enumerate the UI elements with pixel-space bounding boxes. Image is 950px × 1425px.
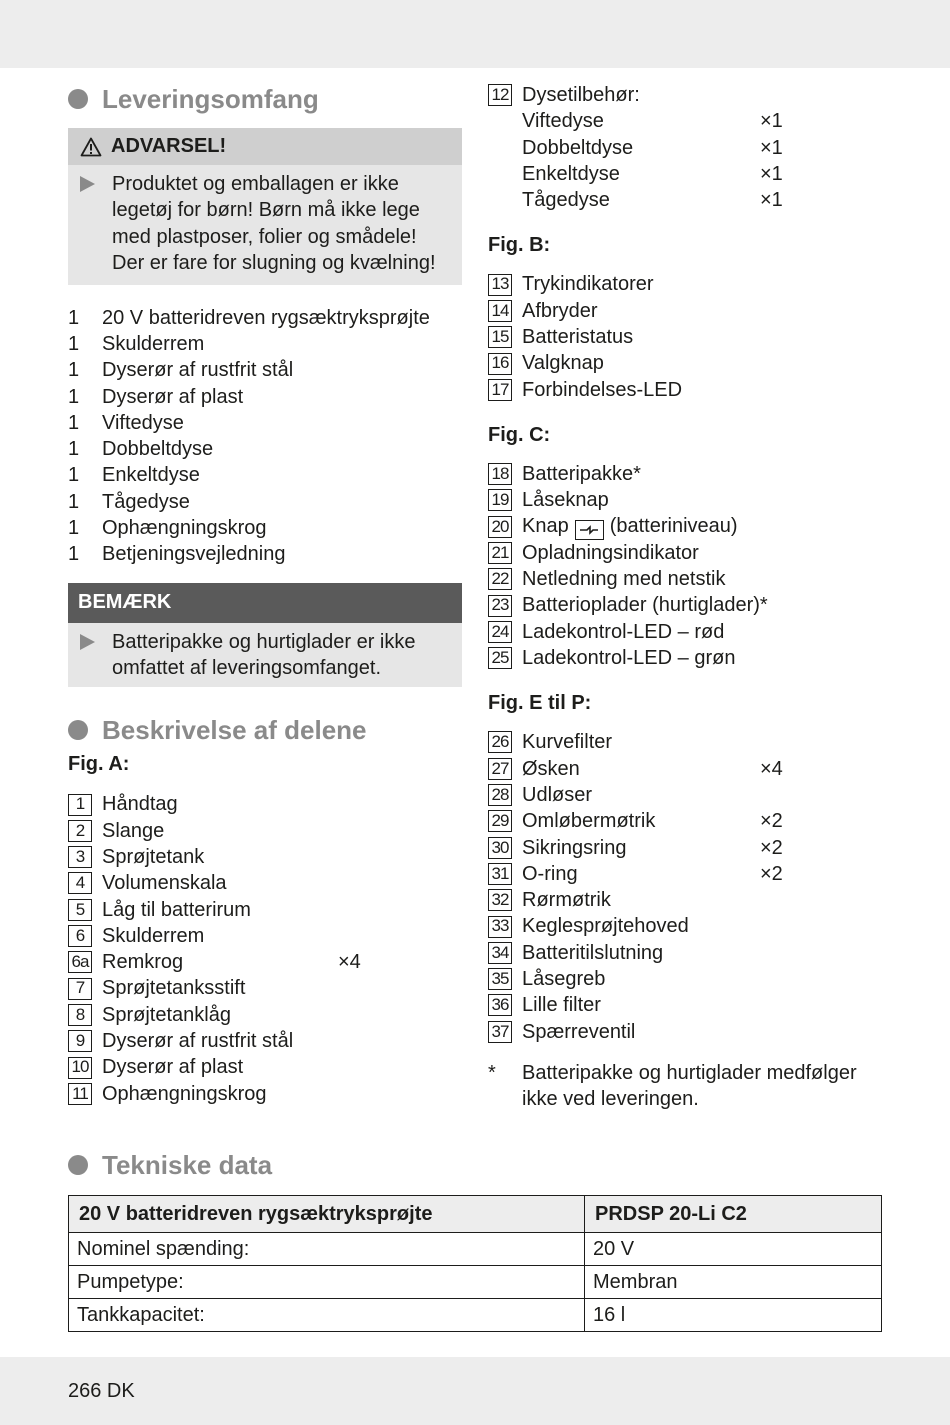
table-cell: 20 V (585, 1233, 882, 1266)
part-number-badge: 37 (488, 1021, 512, 1043)
part-name: Slange (102, 819, 165, 842)
table-cell: Membran (585, 1266, 882, 1299)
nozzle-quantity: ×1 (760, 189, 783, 212)
list-item (522, 108, 888, 134)
list-item (68, 305, 462, 331)
part-number-badge: 15 (488, 326, 512, 348)
part-number-badge: 35 (488, 968, 512, 990)
note-text: Batteripakke og hurtiglader er ikke omfattet af leveringsomfanget. (112, 630, 416, 679)
list-item (488, 729, 888, 755)
list-item (68, 923, 462, 949)
list-item (68, 489, 462, 515)
footnote (488, 1060, 888, 1113)
part-number-badge: 6 (68, 925, 92, 947)
list-item (488, 782, 888, 808)
fig-e-label: Fig. E til P: (488, 692, 592, 715)
bullet-triangle-icon (80, 634, 95, 650)
nozzle-list (488, 108, 888, 213)
item-quantity: 1 (68, 332, 80, 355)
item-quantity: 1 (68, 543, 80, 566)
fig-b-label: Fig. B: (488, 234, 551, 257)
table-cell: Tankkapacitet: (69, 1299, 585, 1332)
part-number-badge: 30 (488, 837, 512, 859)
item-quantity: 1 (68, 464, 80, 487)
item-quantity: 1 (68, 306, 80, 329)
list-item (68, 1002, 462, 1028)
list-item (68, 870, 462, 896)
table-header-row (69, 1196, 882, 1233)
part-name: Låsegreb (522, 968, 606, 991)
list-item (68, 331, 462, 357)
part-number-badge: 12 (488, 84, 512, 106)
part-number-badge: 28 (488, 784, 512, 806)
part-number-badge: 36 (488, 994, 512, 1016)
part-quantity: ×4 (338, 951, 361, 974)
warning-header (68, 128, 462, 165)
part-number-badge: 3 (68, 846, 92, 868)
note-body (68, 623, 462, 688)
item-name: Betjeningsvejledning (102, 543, 286, 566)
part-name: Sprøjtetank (102, 846, 205, 868)
section-heading-tech (68, 1148, 272, 1182)
table-cell: Nominel spænding: (69, 1233, 585, 1266)
list-item (488, 913, 888, 939)
part-name: Ophængningskrog (102, 1082, 267, 1105)
item-name: Ophængningskrog (102, 517, 267, 539)
part-name: Dyserør af plast (102, 1056, 244, 1079)
page-number: 266 DK (68, 1380, 135, 1402)
part-name: Spærreventil (522, 1020, 636, 1043)
delivery-list (68, 305, 462, 568)
fig-a-label: Fig. A: (68, 753, 130, 776)
heading-text: Beskrivelse af delene (102, 714, 367, 745)
part-name: Sprøjtetanklåg (102, 1003, 231, 1026)
part-name: Batteritilslutning (522, 941, 664, 964)
part-name: Sprøjtetanksstift (102, 977, 246, 1000)
part-name: Volumenskala (102, 872, 227, 895)
heading-text: Leveringsomfang (102, 83, 319, 114)
part-number-badge: 1 (68, 794, 92, 816)
note-header: BEMÆRK (68, 583, 462, 623)
part-name: Trykindikatorer (522, 273, 654, 296)
part-number-badge: 27 (488, 758, 512, 780)
table-header-cell: 20 V batteridreven rygsæktryksprøjte (69, 1196, 585, 1233)
part-number-badge: 13 (488, 274, 512, 296)
part-name: Afbryder (522, 299, 598, 322)
heading-bullet-icon (68, 1155, 88, 1175)
heading-bullet-icon (68, 720, 88, 740)
item-quantity: 1 (68, 517, 80, 539)
tech-data-table (68, 1195, 882, 1332)
list-item (488, 271, 888, 297)
part-number-badge: 33 (488, 916, 512, 938)
item-name: Tågedyse (102, 490, 190, 513)
part-name: Dysetilbehør: (522, 84, 640, 106)
list-item (488, 645, 888, 671)
fig-c-label: Fig. C: (488, 423, 551, 446)
nozzle-name: Tågedyse (522, 189, 610, 212)
item-name: Viftedyse (102, 411, 184, 434)
list-item (488, 756, 888, 782)
part-number-badge: 23 (488, 595, 512, 617)
warning-body (68, 165, 462, 285)
part-number-badge: 19 (488, 489, 512, 511)
item-name: Enkeltdyse (102, 464, 200, 487)
warning-triangle-icon (80, 137, 102, 157)
part-name: Sikringsring (522, 836, 627, 859)
part-number-badge: 32 (488, 889, 512, 911)
list-item (488, 592, 888, 618)
list-item (68, 791, 462, 817)
part-name: Ladekontrol-LED – grøn (522, 647, 736, 670)
list-item (488, 887, 888, 913)
part-number-badge: 8 (68, 1004, 92, 1026)
list-item (68, 541, 462, 567)
table-cell: Pumpetype: (69, 1266, 585, 1299)
table-row (69, 1266, 882, 1299)
list-item (68, 357, 462, 383)
warning-text: Produktet og emballagen er ikke legetøj for børn! Børn må ikke lege med plastposer, folier og smådele! Der er fare for slugning og kvælning! (112, 173, 436, 275)
list-item (68, 844, 462, 870)
part-name: Omløbermøtrik (522, 810, 656, 833)
item-name: Dobbeltdyse (102, 438, 214, 461)
right-column (488, 82, 888, 1113)
fig-b-parts-list (488, 271, 888, 402)
part-name: Dyserør af rustfrit stål (102, 1030, 294, 1053)
part-number-badge: 21 (488, 542, 512, 564)
item-name: Skulderrem (102, 332, 205, 355)
item-quantity: 1 (68, 438, 80, 461)
warning-box (68, 128, 462, 285)
list-item (488, 1019, 888, 1045)
list-item (488, 619, 888, 645)
nozzle-name: Dobbeltdyse (522, 136, 634, 159)
top-band (0, 0, 950, 68)
list-item (488, 966, 888, 992)
part-12-list (488, 82, 888, 108)
footnote-text: Batteripakke og hurtiglader medfølger ikke ved leveringen. (522, 1061, 857, 1111)
table-row (69, 1233, 882, 1266)
part-name: Forbindelses-LED (522, 378, 683, 401)
list-item (488, 324, 888, 350)
part-name: Rørmøtrik (522, 889, 611, 912)
footnote-mark: * (488, 1061, 496, 1084)
part-number-badge: 2 (68, 820, 92, 842)
part-number-badge: 29 (488, 810, 512, 832)
part-number-badge: 20 (488, 516, 512, 538)
part-name: Opladningsindikator (522, 541, 699, 564)
list-item (68, 410, 462, 436)
list-item (522, 187, 888, 213)
bullet-triangle-icon (80, 176, 95, 192)
list-item (488, 835, 888, 861)
part-name: Lille filter (522, 994, 601, 1017)
part-number-badge: 25 (488, 647, 512, 669)
list-item (68, 462, 462, 488)
part-name: Øsken (522, 757, 580, 780)
part-name: Udløser (522, 783, 593, 806)
item-quantity: 1 (68, 490, 80, 513)
table-header-cell: PRDSP 20-Li C2 (585, 1196, 882, 1233)
section-heading-delivery (68, 82, 462, 116)
part-name-with-symbol (522, 513, 888, 540)
nozzle-name: Enkeltdyse (522, 162, 620, 185)
part-number-badge: 26 (488, 731, 512, 753)
part-number-badge: 10 (68, 1057, 92, 1079)
part-number-badge: 6a (68, 951, 92, 973)
list-item (68, 1081, 462, 1107)
list-item (488, 487, 888, 513)
part-number-badge: 18 (488, 463, 512, 485)
part-number-badge: 7 (68, 978, 92, 1000)
part-name: Låseknap (522, 489, 609, 512)
part-name: Remkrog (102, 951, 184, 974)
part-name: O-ring (522, 862, 578, 885)
part-number-badge: 4 (68, 872, 92, 894)
battery-level-icon (575, 520, 604, 540)
part-number-badge: 24 (488, 621, 512, 643)
left-column (68, 82, 462, 1107)
list-item (68, 1054, 462, 1080)
list-item (68, 818, 462, 844)
note-box (68, 583, 462, 688)
heading-text: Tekniske data (102, 1149, 273, 1180)
heading-bullet-icon (68, 89, 88, 109)
list-item (522, 161, 888, 187)
item-quantity: 1 (68, 411, 80, 434)
part-number-badge: 14 (488, 300, 512, 322)
part-name: Låg til batterirum (102, 898, 251, 921)
part-number-badge: 34 (488, 942, 512, 964)
list-item (488, 540, 888, 566)
list-item (488, 377, 888, 403)
list-item (68, 897, 462, 923)
list-item (488, 298, 888, 324)
bottom-band (0, 1357, 950, 1425)
fig-a-parts-list (68, 791, 462, 1107)
part-name: Knap (522, 515, 569, 538)
part-number-badge: 16 (488, 353, 512, 375)
list-item (488, 514, 888, 540)
list-item (488, 461, 888, 487)
section-heading-parts (68, 713, 462, 747)
item-name: Dyserør af rustfrit stål (102, 359, 294, 382)
list-item (488, 808, 888, 834)
list-item (68, 1028, 462, 1054)
part-quantity: ×2 (760, 836, 783, 859)
nozzle-quantity: ×1 (760, 162, 783, 185)
part-name: Skulderrem (102, 924, 205, 947)
part-name: Valgknap (522, 352, 604, 375)
list-item (488, 992, 888, 1018)
nozzle-name: Viftedyse (522, 110, 604, 133)
part-name: Batteripakke* (522, 462, 641, 485)
part-quantity: ×4 (760, 757, 783, 780)
part-number-badge: 9 (68, 1030, 92, 1052)
part-name: Ladekontrol-LED – rød (522, 620, 725, 643)
part-number-badge: 22 (488, 568, 512, 590)
list-item (488, 82, 888, 108)
list-item (488, 350, 888, 376)
item-name: 20 V batteridreven rygsæktryksprøjte (102, 306, 430, 329)
part-name: Håndtag (102, 793, 178, 816)
part-name: Batteristatus (522, 326, 634, 349)
part-quantity: ×2 (760, 810, 783, 833)
part-number-badge: 17 (488, 379, 512, 401)
nozzle-quantity: ×1 (760, 110, 783, 133)
item-quantity: 1 (68, 359, 80, 382)
list-item (488, 566, 888, 592)
fig-c-parts-list (488, 461, 888, 671)
table-row (69, 1299, 882, 1332)
fig-e-parts-list (488, 729, 888, 1045)
part-number-badge: 5 (68, 899, 92, 921)
part-name-suffix: (batteriniveau) (609, 515, 738, 538)
part-name: Keglesprøjtehoved (522, 915, 689, 938)
list-item (68, 515, 462, 541)
part-name: Batterioplader (hurtiglader)* (522, 594, 768, 617)
list-item (488, 940, 888, 966)
list-item (522, 135, 888, 161)
list-item (68, 949, 462, 975)
item-quantity: 1 (68, 385, 80, 408)
part-number-badge: 31 (488, 863, 512, 885)
list-item (488, 861, 888, 887)
part-name: Netledning med netstik (522, 568, 726, 591)
warning-title: ADVARSEL! (111, 135, 227, 157)
item-name: Dyserør af plast (102, 385, 244, 408)
list-item (68, 975, 462, 1001)
list-item (68, 384, 462, 410)
part-quantity: ×2 (760, 862, 783, 885)
list-item (68, 436, 462, 462)
part-name: Kurvefilter (522, 731, 613, 754)
part-number-badge: 11 (68, 1083, 92, 1105)
nozzle-quantity: ×1 (760, 136, 783, 159)
table-cell: 16 l (585, 1299, 882, 1332)
